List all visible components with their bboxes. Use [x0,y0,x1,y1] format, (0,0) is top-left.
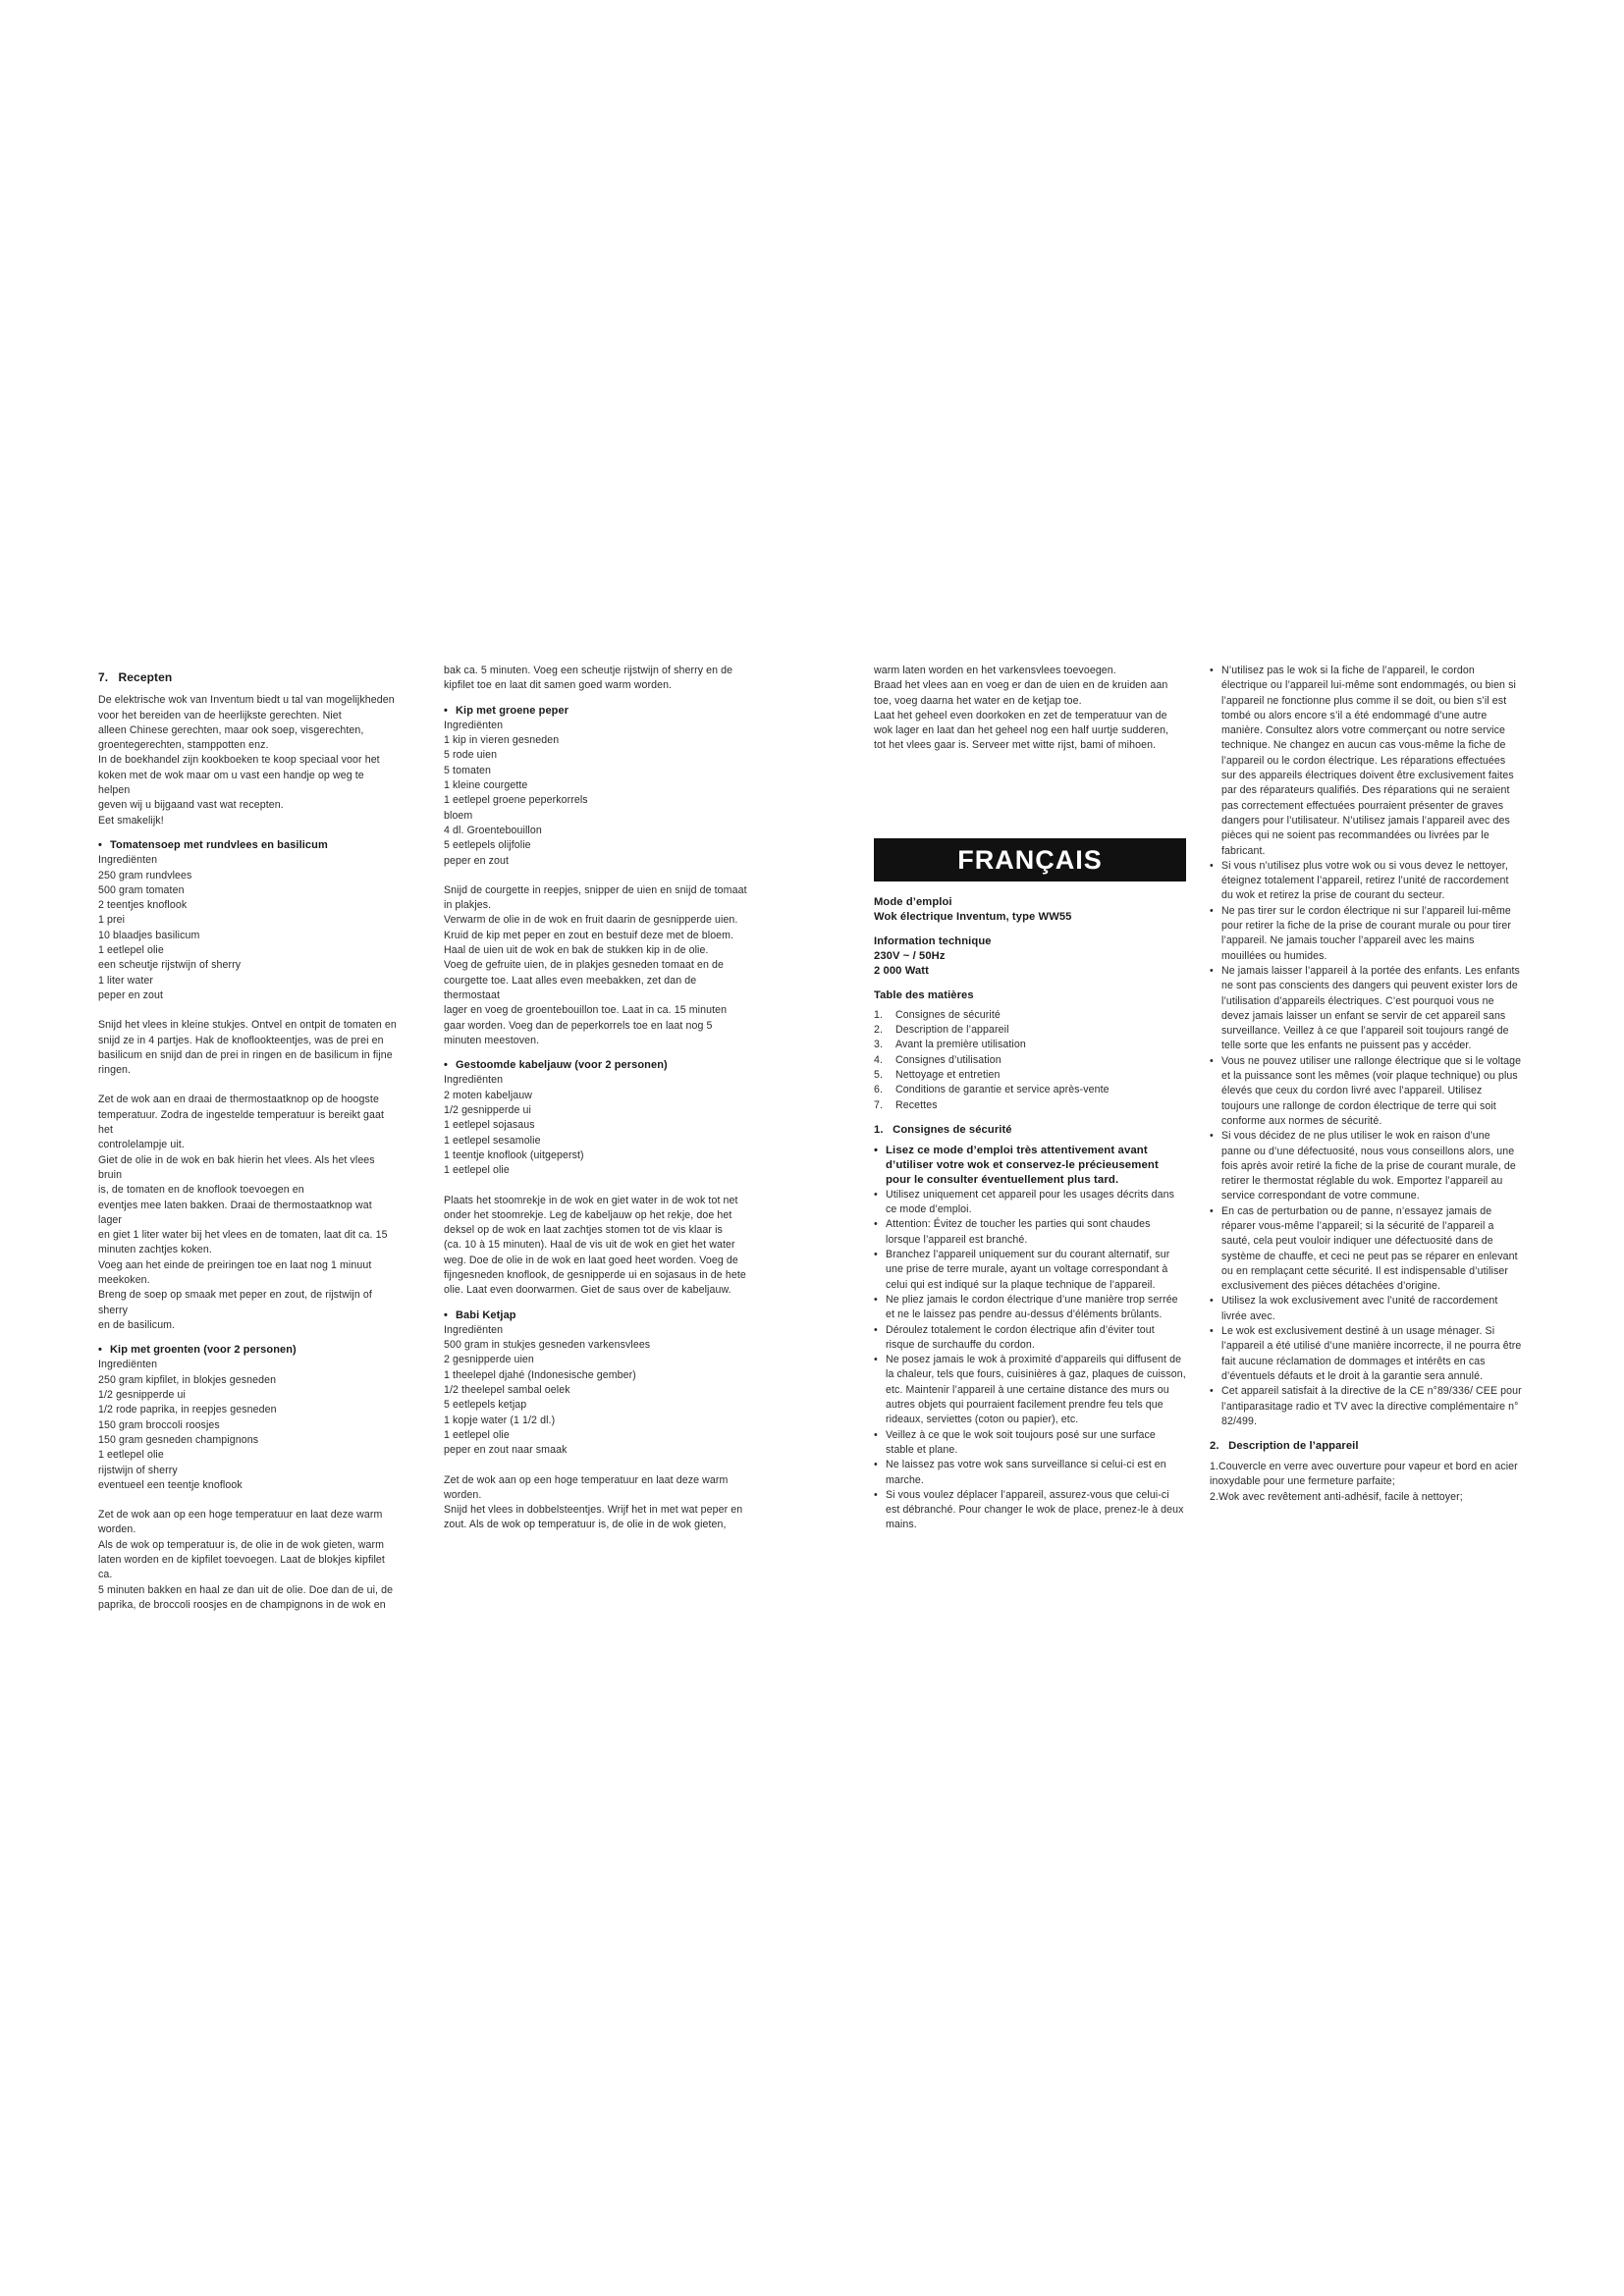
toc-item: 7. Recettes [874,1098,938,1111]
text-line: Eet smakelijk! [98,814,164,827]
text-line: fijngesneden knoflook, de gesnipperde ui en sojasaus in de hete [444,1268,746,1281]
ingredient: 4 dl. Groentebouillon [444,824,542,836]
ingredient: 1 eetlepel sojasaus [444,1119,535,1132]
ingredient: 250 gram kipfilet, in blokjes gesneden [98,1373,277,1386]
safety-item: • Déroulez totalement le cordon électrique afin d’éviter tout risque de surchauffe du cordon. [874,1323,1186,1354]
text-line: Giet de olie in de wok en bak hierin het vlees. Als het vlees bruin [98,1153,375,1181]
ingredient: Ingrediënten [444,719,504,731]
text-line: Zet de wok aan op een hoge temperatuur en laat deze warm [98,1509,383,1522]
safety-item: • En cas de perturbation ou de panne, n’essayez jamais de réparer vous-même l’appareil; si la sécurité de l’appareil a sauté, cela peut vouloir indiquer une défectuosité dans de système de chauffe, et ceci ne peut pas se réparer en enlevant ou en remplaçant cette sécurité. Il est indispensable d’utiliser exclusivement des pièces détachées d’origine. [1210,1204,1522,1295]
description-item: 1.Couvercle en verre avec ouverture pour vapeur et bord en acier inoxydable pour une fermeture parfaite; [1210,1461,1518,1488]
text-line: in plakjes. [444,899,492,912]
ingredient: 1 prei [98,914,126,927]
text-line: weg. Doe de olie in de wok en laat goed heet worden. Voeg de [444,1254,738,1266]
safety-item: • Ne pas tirer sur le cordon électrique ni sur l’appareil lui-même pour retirer la fiche de la prise de courant murale ou pour tirer l’appareil. Ne jamais toucher l’appareil avec les mains mouillées ou humides. [1210,904,1522,964]
text-line: minuten meestoven. [444,1034,540,1046]
description-section-title: 2. Description de l’appareil [1210,1440,1359,1453]
safety-item: • Si vous n’utilisez plus votre wok ou si vous devez le nettoyer, éteignez totalement l’appareil, retirez l’unité de raccordement du wok et retirez la prise de courant du secteur. [1210,859,1522,904]
fr-column-3 [874,664,1186,1533]
recipes-intro [98,693,398,828]
toc-title: Table des matières [874,988,974,1001]
ingredient: 1 kleine courgette [444,779,528,792]
ingredient: 1/2 theelepel sambal oelek [444,1384,570,1397]
ingredient: Ingrediënten [444,1323,504,1336]
ingredient-list [98,1358,398,1493]
safety-item: • Utilisez la wok exclusivement avec l’unité de raccordement livrée avec. [1210,1294,1522,1324]
ingredient-list [444,1073,750,1178]
text-line: Snijd de courgette in reepjes, snipper de uien en snijd de tomaat [444,883,747,896]
text-line: paprika, de broccoli roosjes en de champignons in de wok en [98,1598,386,1611]
tech-voltage: 230V ~ / 50Hz [874,949,946,962]
ingredient: 1 eetlepel olie [444,1428,510,1441]
ingredient: 1 kopje water (1 1/2 dl.) [444,1414,556,1426]
safety-section-title: 1. Consignes de sécurité [874,1123,1012,1136]
language-banner: FRANÇAIS [874,838,1186,881]
text-line: minuten zachtjes koken. [98,1244,212,1256]
text-line: worden. [98,1523,136,1536]
manual-title: Mode d’emploi [874,895,952,908]
recipe-steps [98,1093,398,1333]
ingredient-list [444,1323,750,1459]
toc-item: 4. Consignes d’utilisation [874,1053,1001,1066]
recipe-steps [444,1473,750,1533]
nl-column-2 [444,664,750,1533]
ingredient: Ingrediënten [98,1359,158,1371]
ingredient: Ingrediënten [444,1074,504,1087]
safety-list [1210,664,1522,1429]
text-line: 5 minuten bakken en haal ze dan uit de olie. Doe dan de ui, de [98,1583,394,1596]
text-line: laten worden en de kipfilet toevoegen. Laat de blokjes kipfilet ca. [98,1554,385,1581]
ingredient: 5 rode uien [444,749,498,762]
recipe-title: • Tomatensoep met rundvlees en basilicum [98,838,398,853]
ingredient: 1 eetlepel sesamolie [444,1134,541,1147]
fr-column-4 [1210,664,1522,1505]
toc-item: 1. Consignes de sécurité [874,1008,1001,1021]
text-line: In de boekhandel zijn kookboeken te koop speciaal voor het [98,754,380,767]
ingredient: 500 gram in stukjes gesneden varkensvlees [444,1339,651,1352]
ingredient: eventueel een teentje knoflook [98,1478,243,1491]
safety-item: • Ne posez jamais le wok à proximité d’appareils qui diffusent de la chaleur, tels que fours, cuisinières à gaz, plaques de cuisson, etc. Maintenir l’appareil à une certaine distance des murs ou autres objets qui pourraient facilement prendre feu tels que rideaux, serviettes (coton ou papier), etc. [874,1353,1186,1427]
safety-item: • Utilisez uniquement cet appareil pour les usages décrits dans ce mode d’emploi. [874,1188,1186,1218]
ingredient-list [98,853,398,1003]
text-line: Kruid de kip met peper en zout en bestuif deze met de bloem. [444,929,734,941]
ingredient: 1 eetlepel olie [98,944,164,957]
text-line: Verwarm de olie in de wok en fruit daarin de gesnipperde uien. [444,914,738,927]
text-line: groentegerechten, stamppotten enz. [98,739,269,752]
text-line: geven wij u bijgaand vast wat recepten. [98,799,284,812]
text-line: Snijd het vlees in kleine stukjes. Ontvel en ontpit de tomaten en [98,1019,397,1032]
text-line: Voeg de gefruite uien, de in plakjes gesneden tomaat en de [444,959,724,972]
safety-item: • N’utilisez pas le wok si la fiche de l’appareil, le cordon électrique ou l’appareil lui-même sont endommagés, ou bien si l’appareil ne fonctionne plus comme il se doit, ou bien s’il est tombé ou alors encore s’il a été endommagé d’une autre manière. Consultez alors votre commerçant ou notre service technique. Ne changez en aucun cas vous-même la fiche de l’appareil ou le cordon électrique. Les réparations effectuées sur des appareils électriques doivent être exclusivement faites par des réparateurs qualifiés. Des réparations qui ne seraient pas correctement effectuées pourraient présenter de graves dangers pour l’utilisateur. N’utilisez jamais l’appareil avec des pièces qui ne soient pas recommandées ou livrées par le fabricant. [1210,664,1522,859]
ingredient: 1 teentje knoflook (uitgeperst) [444,1148,584,1161]
text-line: Braad het vlees aan en voeg er dan de uien en de kruiden aan [874,679,1168,692]
text-line: Als de wok op temperatuur is, de olie in de wok gieten, warm [98,1538,384,1551]
text-line: courgette toe. Laat alles even meebakken, zet dan de thermostaat [444,974,697,1001]
ingredient: peper en zout naar smaak [444,1444,568,1457]
text-line: wok lager en laat dan het geheel nog een half uurtje sudderen, [874,724,1169,737]
text-line: snijd ze in 4 partjes. Hak de knoflookteentjes, was de prei en [98,1034,384,1046]
ingredient: 1/2 rode paprika, in reepjes gesneden [98,1404,277,1416]
safety-list [874,1188,1186,1533]
toc-item: 5. Nettoyage et entretien [874,1068,1001,1081]
text-line: Laat het geheel even doorkoken en zet de temperatuur van de [874,709,1167,721]
safety-item: • Ne jamais laisser l’appareil à la portée des enfants. Les enfants ne sont pas conscients des dangers qui peuvent exister lors de l’utilisation d’appareils électriques. C’est pourquoi vous ne devez jamais laisser un enfant se servir de cet appareil sans surveillance. Veillez à ce que l’appareil soit toujours rangé de telle sorte que les enfants ne puissent pas y accéder. [1210,964,1522,1054]
text-line: basilicum en snijd dan de prei in ringen en de basilicum in fijne [98,1048,393,1061]
ingredient: rijstwijn of sherry [98,1464,178,1476]
recipe-title: • Kip met groenten (voor 2 personen) [98,1343,398,1358]
safety-item: • Veillez à ce que le wok soit toujours posé sur une surface stable et plane. [874,1428,1186,1459]
text-line: olie. Laat even doorwarmen. Giet de saus over de kabeljauw. [444,1284,731,1297]
important-notice: • Lisez ce mode d’emploi très attentivement avant d’utiliser votre wok et conservez-le précieusement pour le consulter éventuellement plus tard. [874,1144,1186,1188]
product-title: Wok électrique Inventum, type WW55 [874,910,1072,923]
text-line: voor het bereiden van de heerlijkste gerechten. Niet [98,709,342,721]
ingredient: bloem [444,809,473,822]
text-line: worden. [444,1488,482,1501]
ingredient: 2 teentjes knoflook [98,899,188,912]
text-line: controlelampje uit. [98,1139,185,1151]
text-line: toe, voeg daarna het water en de ketjap toe. [874,694,1082,707]
ingredient: 10 blaadjes basilicum [98,929,200,941]
ingredient: 2 moten kabeljauw [444,1089,533,1101]
ingredient: 1 kip in vieren gesneden [444,734,560,747]
ingredient: Ingrediënten [98,854,158,867]
safety-item: • Si vous voulez déplacer l’appareil, assurez-vous que celui-ci est débranché. Pour changer le wok de place, prenez-le à deux mains. [874,1488,1186,1533]
text-line: gaar worden. Voeg dan de peperkorrels toe en laat nog 5 [444,1019,713,1032]
table-of-contents [874,1008,1186,1113]
ingredient: 1 eetlepel olie [444,1164,510,1177]
ingredient: peper en zout [98,988,164,1001]
safety-item: • Ne laissez pas votre wok sans surveillance si celui-ci est en marche. [874,1458,1186,1488]
ingredient: 2 gesnipperde uien [444,1354,534,1366]
recipe-steps [98,1508,398,1613]
text-line: zout. Als de wok op temperatuur is, de olie in de wok gieten, [444,1519,727,1531]
text-line: lager en voeg de groentebouillon toe. Laat in ca. 15 minuten [444,1004,728,1017]
safety-item: • Le wok est exclusivement destiné à un usage ménager. Si l’appareil a été utilisé d’une manière incorrecte, il ne pourra être fait aucune réclamation de dommages et intérêts en cas d’éventuels défauts et le droit à la garantie sera annulé. [1210,1324,1522,1384]
toc-item: 3. Avant la première utilisation [874,1039,1026,1051]
text-line: Zet de wok aan en draai de thermostaatknop op de hoogste [98,1094,379,1106]
text-line: en giet 1 liter water bij het vlees en de tomaten, laat dit ca. 15 [98,1229,388,1242]
nl-column-1 [98,670,398,1613]
ingredient: 500 gram tomaten [98,883,185,896]
ingredient: 1 eetlepel olie [98,1449,164,1462]
text-line: De elektrische wok van Inventum biedt u tal van mogelijkheden [98,694,395,707]
safety-item: • Cet appareil satisfait à la directive de la CE n°89/336/ CEE pour l’antiparasitage radio et TV avec la directive complémentaire n° 82/499. [1210,1384,1522,1429]
recipe-title: • Kip met groene peper [444,704,750,719]
text-line: is, de tomaten en de knoflook toevoegen en [98,1184,304,1197]
text-line: Zet de wok aan op een hoge temperatuur en laat deze warm [444,1473,729,1486]
text-line: koken met de wok maar om u vast een handje op weg te helpen [98,769,364,797]
text-line: meekoken. [98,1273,150,1286]
ingredient: een scheutje rijstwijn of sherry [98,959,242,972]
recipes-section-title: 7. Recepten [98,670,173,684]
text-line: deksel op de wok en laat zachtjes stomen tot de vis klaar is [444,1224,723,1237]
text-line: onder het stoomrekje. Leg de kabeljauw op het rekje, doe het [444,1208,732,1221]
text-line: eventjes mee laten bakken. Draai de thermostaatknop wat lager [98,1199,372,1226]
safety-item: • Attention: Évitez de toucher les parties qui sont chaudes lorsque l’appareil est branché. [874,1217,1186,1248]
text-line: Breng de soep op smaak met peper en zout, de rijstwijn of sherry [98,1289,372,1316]
ingredient: 1 liter water [98,974,154,987]
recipe-steps [444,1194,750,1299]
text-line: Snijd het vlees in dobbelsteentjes. Wrijf het in met wat peper en [444,1504,743,1517]
ingredient: peper en zout [444,854,510,867]
text-line: ringen. [98,1064,132,1077]
text-line: Plaats het stoomrekje in de wok en giet water in de wok tot net [444,1194,738,1206]
text-line: warm laten worden en het varkensvlees toevoegen. [874,665,1116,676]
text-line: bak ca. 5 minuten. Voeg een scheutje rijstwijn of sherry en de [444,665,733,676]
text-line: kipfilet toe en laat dit samen goed warm worden. [444,679,673,692]
toc-item: 2. Description de l’appareil [874,1024,1009,1037]
text-line: en de basilicum. [98,1318,176,1331]
recipe-steps [98,1018,398,1078]
safety-item: • Vous ne pouvez utiliser une rallonge électrique que si le voltage et la puissance sont les mêmes (voir plaque technique) ou plus élevés que ceux du cordon livré avec l’appareil. Utilisez toujours une rallonge de cordon électrique de terre qui soit conforme aux normes de sécurité. [1210,1054,1522,1129]
text-line: Voeg aan het einde de preiringen toe en laat nog 1 minuut [98,1258,372,1271]
ingredient-list [444,719,750,869]
safety-item: • Branchez l’appareil uniquement sur du courant alternatif, sur une prise de terre murale, ayant un voltage correspondant à celui qui est indiqué sur la plaque technique de l’appareil. [874,1248,1186,1293]
recipe-title: • Gestoomde kabeljauw (voor 2 personen) [444,1058,750,1073]
safety-item: • Ne pliez jamais le cordon électrique d’une manière trop serrée et ne le laissez pas pendre au-dessus d’éléments brûlants. [874,1293,1186,1323]
ingredient: 1 theelepel djahé (Indonesische gember) [444,1368,636,1381]
recipe-title: • Babi Ketjap [444,1308,750,1323]
toc-item: 6. Conditions de garantie et service après-vente [874,1084,1110,1096]
ingredient: 1/2 gesnipperde ui [98,1389,186,1402]
text-line: tot het vlees gaar is. Serveer met witte rijst, bami of mihoen. [874,739,1157,752]
ingredient: 1/2 gesnipperde ui [444,1104,531,1117]
text-line: (ca. 10 à 15 minuten). Haal de vis uit de wok en giet het water [444,1239,735,1252]
tech-power: 2 000 Watt [874,964,929,977]
ingredient: 5 eetlepels olijfolie [444,839,531,852]
text-line: alleen Chinese gerechten, maar ook soep, visgerechten, [98,723,364,736]
ingredient: 1 eetlepel groene peperkorrels [444,794,588,807]
ingredient: 150 gram gesneden champignons [98,1433,259,1446]
description-item: 2.Wok avec revêtement anti-adhésif, facile à nettoyer; [1210,1490,1463,1503]
safety-item: • Si vous décidez de ne plus utiliser le wok en raison d’une panne ou d’une défectuosité, nous vous conseillons alors, une fois après avoir retiré la fiche de la prise de courant murale, de retirer le thermostat réglable du wok. Emportez l’appareil au service correspondant de votre commune. [1210,1129,1522,1203]
recipe-steps [444,883,750,1048]
ingredient: 5 eetlepels ketjap [444,1399,527,1412]
ingredient: 250 gram rundvlees [98,869,192,881]
text-line: temperatuur. Zodra de ingestelde temperatuur is bereikt gaat het [98,1108,385,1137]
ingredient: 150 gram broccoli roosjes [98,1418,220,1431]
tech-info-title: Information technique [874,934,992,947]
ingredient: 5 tomaten [444,764,492,776]
text-line: Haal de uien uit de wok en bak de stukken kip in de olie. [444,944,709,957]
